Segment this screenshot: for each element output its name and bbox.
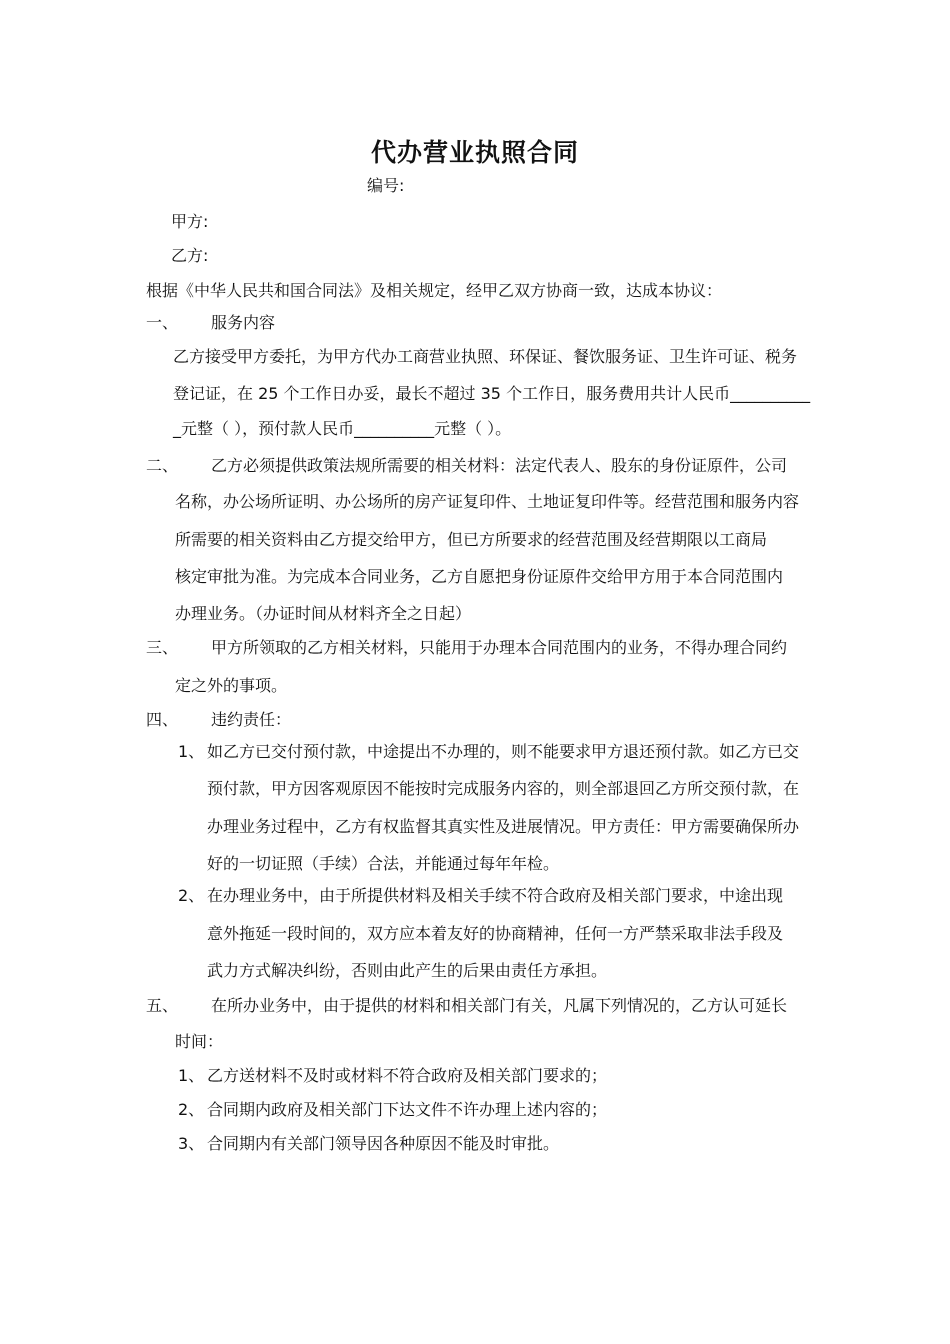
- section-2-heading: 乙方必须提供政策法规所需要的相关材料：法定代表人、股东的身份证原件，公司: [211, 456, 788, 475]
- section-4-number: 四、: [146, 710, 179, 729]
- section-5-heading: 在所办业务中，由于提供的材料和相关部门有关，凡属下列情况的，乙方认可延长: [211, 996, 788, 1015]
- section-4-item-2-line: 武力方式解决纠纷，否则由此产生的后果由责任方承担。: [207, 961, 608, 980]
- section-1-line: _元整（ ），预付款人民币__________元整（ ）。: [173, 419, 512, 438]
- section-3-line: 定之外的事项。: [175, 676, 288, 695]
- section-2-line: 所需要的相关资料由乙方提交给甲方，但已方所要求的经营范围及经营期限以工商局: [175, 530, 768, 549]
- section-1-heading: 服务内容: [211, 313, 276, 332]
- section-2-line: 核定审批为准。为完成本合同业务，乙方自愿把身份证原件交给甲方用于本合同范围内: [175, 567, 784, 586]
- section-3-number: 三、: [146, 638, 179, 657]
- serial-number-label: 编号:: [367, 176, 405, 195]
- section-4-item-1-line: 办理业务过程中，乙方有权监督其真实性及进展情况。甲方责任：甲方需要确保所办: [207, 817, 800, 836]
- section-4-item-1-line: 预付款，甲方因客观原因不能按时完成服务内容的，则全部退回乙方所交预付款，在: [207, 779, 800, 798]
- section-5-item-2-line: 合同期内政府及相关部门下达文件不许办理上述内容的；: [207, 1100, 608, 1119]
- document-title: 代办营业执照合同: [370, 138, 579, 167]
- section-2-line: 办理业务。（办证时间从材料齐全之日起）: [175, 604, 472, 623]
- section-3-heading: 甲方所领取的乙方相关材料，只能用于办理本合同范围内的业务，不得办理合同约: [211, 638, 788, 657]
- party-b-label: 乙方:: [171, 246, 209, 265]
- section-4-item-1-line: 好的一切证照（手续）合法，并能通过每年年检。: [207, 854, 560, 873]
- section-4-item-1-line: 如乙方已交付预付款，中途提出不办理的，则不能要求甲方退还预付款。如乙方已交: [207, 742, 800, 761]
- section-4-heading: 违约责任：: [211, 710, 292, 729]
- section-4-item-2-line: 意外拖延一段时间的，双方应本着友好的协商精神，任何一方严禁采取非法手段及: [207, 924, 784, 943]
- section-5-item-2-number: 2、: [178, 1100, 205, 1119]
- section-1-number: 一、: [146, 313, 179, 332]
- party-a-label: 甲方:: [171, 212, 209, 231]
- section-5-item-1-line: 乙方送材料不及时或材料不符合政府及相关部门要求的；: [207, 1066, 608, 1085]
- section-5-number: 五、: [146, 996, 179, 1015]
- section-5-line: 时间：: [175, 1032, 224, 1051]
- section-5-item-1-number: 1、: [178, 1066, 205, 1085]
- section-4-item-1-number: 1、: [178, 742, 205, 761]
- section-1-line: 登记证，在 25 个工作日办妥，最长不超过 35 个工作日，服务费用共计人民币__________: [173, 384, 811, 403]
- section-5-item-3-line: 合同期内有关部门领导因各种原因不能及时审批。: [207, 1134, 560, 1153]
- preamble: 根据《中华人民共和国合同法》及相关规定，经甲乙双方协商一致，达成本协议：: [146, 281, 723, 300]
- section-2-number: 二、: [146, 456, 179, 475]
- section-4-item-2-line: 在办理业务中，由于所提供材料及相关手续不符合政府及相关部门要求，中途出现: [207, 886, 784, 905]
- section-1-line: 乙方接受甲方委托，为甲方代办工商营业执照、环保证、餐饮服务证、卫生许可证、税务: [173, 347, 798, 366]
- section-5-item-3-number: 3、: [178, 1134, 205, 1153]
- section-4-item-2-number: 2、: [178, 886, 205, 905]
- section-2-line: 名称，办公场所证明、办公场所的房产证复印件、土地证复印件等。经营范围和服务内容: [175, 492, 800, 511]
